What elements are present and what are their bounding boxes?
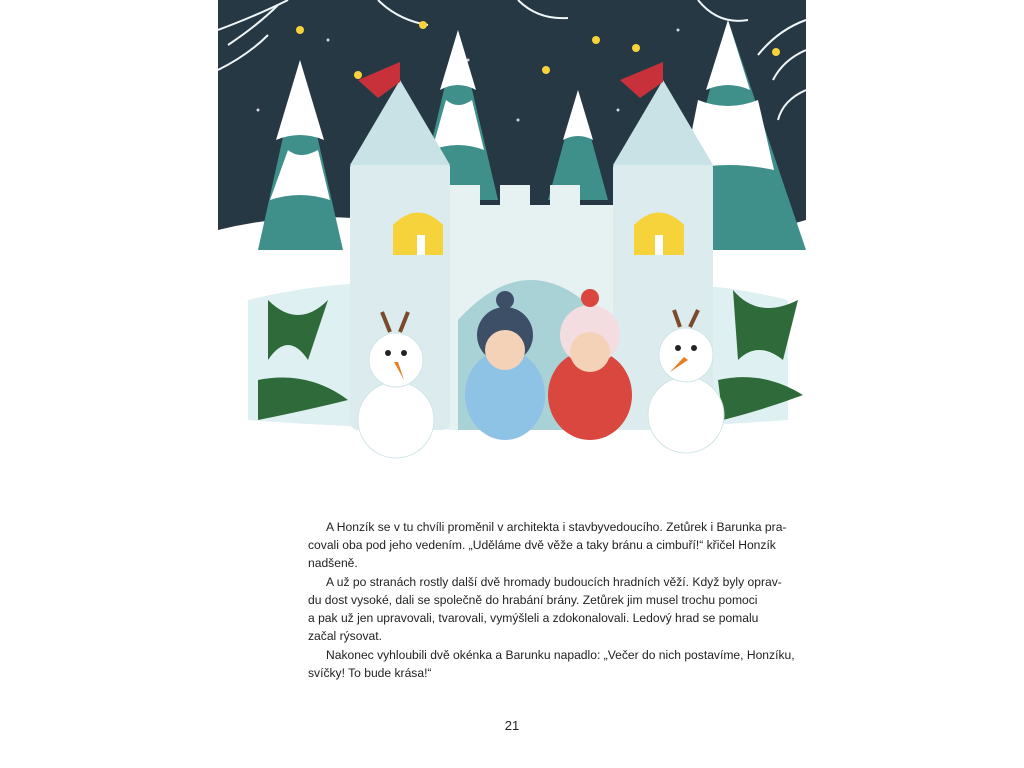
text-line: nadšeně.: [308, 556, 358, 570]
text-line: du dost vysoké, dali se společně do hrabání brány. Zetůrek jim musel trochu pomoci: [308, 593, 758, 607]
text-line: Nakonec vyhloubili dvě okénka a Barunku napadlo: „Večer do nich postavíme, Honzíku,: [326, 648, 795, 662]
page-number: 21: [504, 718, 520, 733]
text-line: A už po stranách rostly další dvě hromady budoucích hradních věží. Když byly oprav-: [326, 575, 782, 589]
text-line: A Honzík se v tu chvíli proměnil v architekta i stavbyvedoucího. Zetůrek i Barunka pra-: [326, 520, 787, 534]
text-line: svíčky! To bude krása!“: [308, 666, 432, 680]
text-line: covali oba pod jeho vedením. „Uděláme dvě věže a taky bránu a cimbuří!“ křičel Honzík: [308, 538, 776, 552]
text-line: a pak už jen upravovali, tvarovali, vymýšleli a zdokonalovali. Ledový hrad se pomalu: [308, 611, 759, 625]
text-line: začal rýsovat.: [308, 629, 382, 643]
ice-castle-illustration: [218, 0, 806, 480]
book-page: [218, 0, 806, 768]
